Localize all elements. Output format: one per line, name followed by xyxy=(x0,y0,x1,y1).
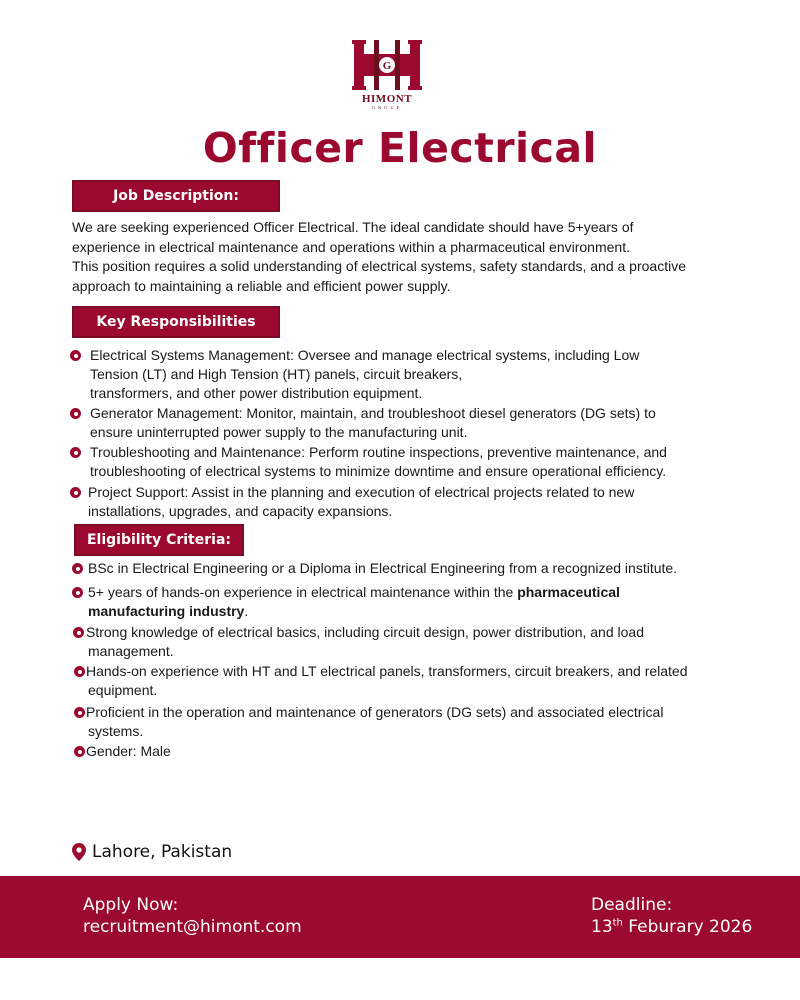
job-description-heading-text: Job Description: xyxy=(113,188,239,204)
bullet-icon xyxy=(70,487,81,498)
job-description-heading xyxy=(72,180,280,212)
himont-logo xyxy=(352,38,422,108)
responsibility-item xyxy=(88,483,768,521)
job-location xyxy=(72,842,232,862)
eligibility-line: management. xyxy=(88,643,174,659)
responsibility-line: ensure uninterrupted power supply to the manufacturing unit. xyxy=(90,424,468,440)
responsibility-item xyxy=(90,346,770,403)
responsibilities-heading xyxy=(72,306,280,338)
eligibility-line: equipment. xyxy=(88,682,158,698)
eligibility-heading xyxy=(74,524,244,556)
responsibilities-heading-text: Key Responsibilities xyxy=(96,314,256,330)
apply-label: Apply Now: xyxy=(83,895,179,915)
responsibility-line: Tension (LT) and High Tension (HT) panels, circuit breakers, xyxy=(90,366,463,382)
responsibility-line: Electrical Systems Management: Oversee and manage electrical systems, including Low xyxy=(90,347,640,363)
responsibility-line: troubleshooting of electrical systems to minimize downtime and ensure operational efficiency. xyxy=(90,463,667,479)
bullet-icon xyxy=(70,447,81,458)
apply-email[interactable]: recruitment@himont.com xyxy=(83,917,302,937)
bullet-icon xyxy=(70,408,81,419)
responsibility-line: Project Support: Assist in the planning and execution of electrical projects related to new xyxy=(88,484,635,500)
eligibility-item xyxy=(86,662,786,700)
eligibility-text: . xyxy=(244,603,249,619)
eligibility-line: systems. xyxy=(88,723,144,739)
eligibility-line: Strong knowledge of electrical basics, including circuit design, power distribution, and load xyxy=(86,624,644,640)
eligibility-line: Hands-on experience with HT and LT electrical panels, transformers, circuit breakers, and related xyxy=(86,663,688,679)
bullet-icon xyxy=(72,587,83,598)
bullet-icon xyxy=(74,666,85,677)
eligibility-text: 5+ years of hands-on experience in electrical maintenance within the xyxy=(88,584,518,600)
deadline-label: Deadline: xyxy=(591,895,673,915)
eligibility-emphasis: manufacturing industry xyxy=(88,603,245,619)
eligibility-item xyxy=(86,703,786,741)
job-description-line: We are seeking experienced Officer Electrical. The ideal candidate should have 5+years of xyxy=(72,219,634,235)
eligibility-item xyxy=(86,623,776,661)
eligibility-heading-text: Eligibility Criteria: xyxy=(86,532,231,548)
responsibility-line: transformers, and other power distribution equipment. xyxy=(90,385,423,401)
apply-section xyxy=(83,894,302,938)
location-text: Lahore, Pakistan xyxy=(92,842,233,862)
responsibility-item xyxy=(90,443,780,481)
page-title: Officer Electrical xyxy=(202,124,598,172)
bullet-icon xyxy=(72,563,83,574)
logo-mark xyxy=(352,38,422,94)
responsibility-line: installations, upgrades, and capacity expansions. xyxy=(88,503,393,519)
bullet-icon xyxy=(74,746,85,757)
responsibility-item xyxy=(90,404,770,442)
logo-subtitle: GROUP xyxy=(371,105,403,110)
bullet-icon xyxy=(70,350,81,361)
deadline-date: 13th Feburary 2026 xyxy=(591,917,753,937)
job-description-line: This position requires a solid understanding of electrical systems, safety standards, and a proactive xyxy=(72,258,686,274)
bullet-icon xyxy=(74,707,85,718)
logo-wordmark: HIMONT xyxy=(361,93,413,105)
job-description-line: experience in electrical maintenance and operations within a pharmaceutical environment. xyxy=(72,238,630,255)
eligibility-emphasis: pharmaceutical xyxy=(517,584,620,600)
responsibility-line: Troubleshooting and Maintenance: Perform routine inspections, preventive maintenance, and xyxy=(90,444,667,460)
job-description-line: approach to maintaining a reliable and efficient power supply. xyxy=(72,277,451,294)
eligibility-item xyxy=(86,742,386,761)
eligibility-line: Proficient in the operation and maintenance of generators (DG sets) and associated electrical xyxy=(86,704,664,720)
footer-banner xyxy=(0,876,800,958)
eligibility-item xyxy=(88,559,778,578)
eligibility-line: Gender: Male xyxy=(86,743,171,759)
eligibility-item xyxy=(88,583,778,621)
job-description-body xyxy=(72,218,732,296)
svg-text:G: G xyxy=(382,60,392,72)
map-pin-icon xyxy=(72,843,86,861)
responsibility-line: Generator Management: Monitor, maintain, and troubleshoot diesel generators (DG sets) to xyxy=(90,405,656,421)
bullet-icon xyxy=(73,627,84,638)
deadline-section xyxy=(591,894,752,938)
eligibility-line: BSc in Electrical Engineering or a Diploma in Electrical Engineering from a recognized institute. xyxy=(88,560,678,576)
